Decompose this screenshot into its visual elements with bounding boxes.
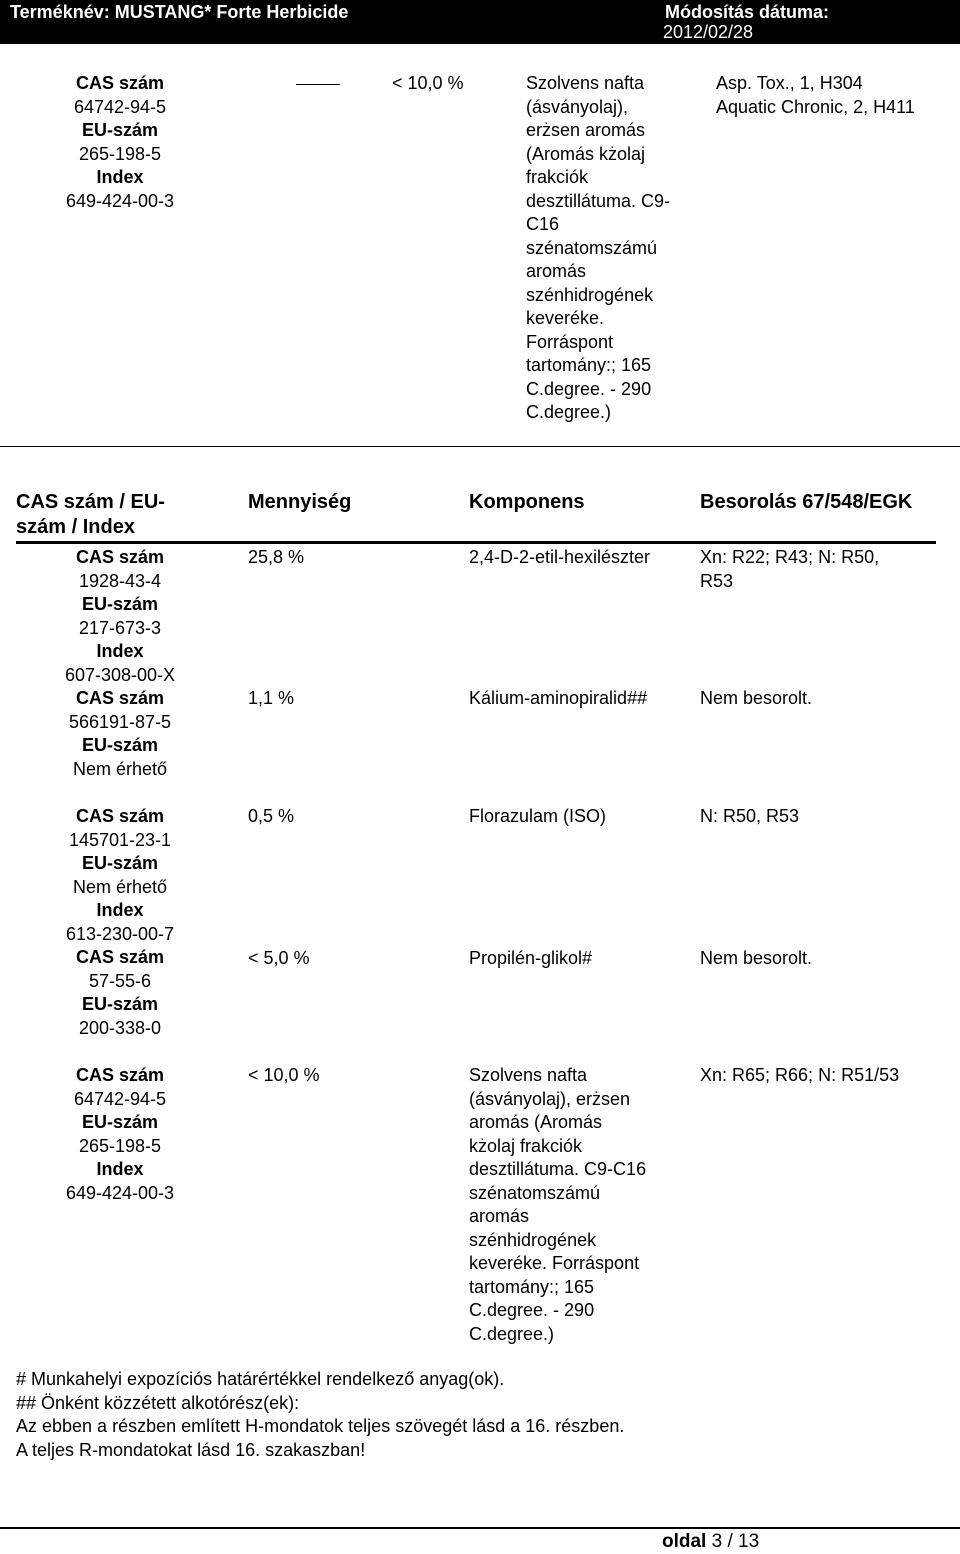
row-component: Kálium-aminopiralid## xyxy=(469,688,648,708)
table-row-identifiers xyxy=(20,805,220,946)
eu-label: EU-szám xyxy=(81,120,159,140)
cas-label: CAS szám xyxy=(75,1065,165,1085)
component-line: szénatomszámú xyxy=(526,237,658,258)
revision-date-label: Módosítás dátuma: xyxy=(665,2,830,22)
cas-value: 566191-87-5 xyxy=(68,711,172,732)
cas-label: CAS szám xyxy=(75,947,165,967)
cas-value: 64742-94-5 xyxy=(73,96,167,117)
row-component xyxy=(469,1064,689,1346)
row-quantity: 0,5 % xyxy=(248,806,295,826)
eu-label: EU-szám xyxy=(81,594,159,614)
page-separator: / xyxy=(727,1531,733,1552)
row-classification: Xn: R65; R66; N: R51/53 xyxy=(700,1065,900,1085)
component-line: C16 xyxy=(526,214,560,234)
table-row-identifiers xyxy=(20,546,220,687)
top-row-quantity: < 10,0 % xyxy=(392,73,464,93)
component-line: szénhidrogének xyxy=(526,284,654,305)
component-line: aromás xyxy=(526,261,587,281)
index-value: 649-424-00-3 xyxy=(65,190,175,211)
page-total: 13 xyxy=(738,1531,760,1552)
component-line: (Aromás kżolaj xyxy=(526,143,646,164)
index-value: 607-308-00-X xyxy=(64,664,176,685)
component-line: tartomány:; 165 xyxy=(526,355,652,375)
dash-separator xyxy=(296,84,340,85)
col-header-identifiers xyxy=(16,490,165,540)
eu-value: 265-198-5 xyxy=(78,1135,162,1156)
component-line: frakciók xyxy=(526,167,589,187)
top-row-classification xyxy=(716,72,956,119)
col-header-quantity: Mennyiség xyxy=(248,491,352,513)
footnote-r-statements: A teljes R-mondatokat lásd 16. szakaszban! xyxy=(16,1439,366,1460)
component-line: aromás (Aromás xyxy=(469,1112,603,1132)
component-line: C.degree.) xyxy=(469,1323,555,1344)
component-line: tartomány:; 165 xyxy=(469,1276,595,1297)
row-component: Florazulam (ISO) xyxy=(469,806,607,826)
footer-rule xyxy=(0,1527,960,1529)
row-quantity: < 10,0 % xyxy=(248,1065,320,1085)
row-quantity: < 5,0 % xyxy=(248,948,310,968)
footnote-h-statements: Az ebben a részben említett H-mondatok teljes szövegét lásd a 16. részben. xyxy=(16,1416,625,1436)
component-line: keveréke. xyxy=(526,308,605,328)
component-line: szénatomszámú xyxy=(469,1182,601,1203)
component-line: (ásványolaj), erżsen xyxy=(469,1088,631,1109)
classification-line: Aquatic Chronic, 2, H411 xyxy=(716,96,915,117)
row-quantity: 25,8 % xyxy=(248,547,305,567)
revision-date-value: 2012/02/28 xyxy=(662,22,754,42)
component-line: (ásványolaj), xyxy=(526,96,629,117)
component-line: Szolvens nafta xyxy=(526,73,645,93)
eu-label: EU-szám xyxy=(81,853,159,873)
col-header-component: Komponens xyxy=(469,491,585,513)
row-quantity: 1,1 % xyxy=(248,688,295,708)
component-line: aromás xyxy=(469,1206,530,1226)
table-row-identifiers xyxy=(20,946,220,1040)
eu-value: 200-338-0 xyxy=(78,1017,162,1038)
top-row-component xyxy=(526,72,706,425)
component-line: szénhidrogének xyxy=(469,1229,597,1250)
cas-value: 145701-23-1 xyxy=(68,829,172,850)
cas-label: CAS szám xyxy=(75,547,165,567)
index-label: Index xyxy=(96,1159,144,1179)
footnote-voluntary: ## Önként közzétett alkotórész(ek): xyxy=(16,1392,300,1413)
index-label: Index xyxy=(96,641,144,661)
classification-line: Asp. Tox., 1, H304 xyxy=(716,73,863,93)
row-classification: Nem besorolt. xyxy=(700,688,813,708)
eu-value: 265-198-5 xyxy=(78,143,162,164)
component-line: keveréke. Forráspont xyxy=(469,1253,640,1273)
classification-line: Xn: R22; R43; N: R50, xyxy=(700,547,880,567)
cas-value: 64742-94-5 xyxy=(73,1088,167,1109)
index-value: 649-424-00-3 xyxy=(65,1182,175,1203)
component-line: desztillátuma. C9-C16 xyxy=(469,1159,647,1179)
table-header-rule xyxy=(16,541,936,544)
cas-label: CAS szám xyxy=(75,73,165,93)
cas-label: CAS szám xyxy=(75,688,165,708)
eu-value: 217-673-3 xyxy=(78,617,162,638)
table-row-identifiers xyxy=(20,1064,220,1205)
component-line: Szolvens nafta xyxy=(469,1065,588,1085)
cas-label: CAS szám xyxy=(75,806,165,826)
table-row-identifiers xyxy=(20,687,220,781)
index-label: Index xyxy=(96,900,144,920)
eu-value: Nem érhető xyxy=(72,876,168,897)
component-line: C.degree. - 290 xyxy=(469,1300,595,1320)
eu-label: EU-szám xyxy=(81,735,159,755)
component-line: erżsen aromás xyxy=(526,120,646,140)
component-line: C.degree.) xyxy=(526,402,612,422)
eu-label: EU-szám xyxy=(81,1112,159,1132)
page-label: oldal xyxy=(662,1531,707,1552)
classification-line: R53 xyxy=(700,570,734,591)
footnote-exposure-limit: # Munkahelyi expozíciós határértékkel rendelkező anyag(ok). xyxy=(16,1369,505,1389)
product-name: Terméknév: MUSTANG* Forte Herbicide xyxy=(10,2,349,22)
top-row-identifiers xyxy=(20,72,220,213)
col-header-identifiers-line2: szám / Index xyxy=(16,516,135,538)
component-line: desztillátuma. C9- xyxy=(526,190,671,211)
footnotes xyxy=(16,1368,624,1462)
col-header-classification: Besorolás 67/548/EGK xyxy=(700,491,913,513)
index-value: 613-230-00-7 xyxy=(65,923,175,944)
row-classification: N: R50, R53 xyxy=(700,806,800,826)
row-component: Propilén-glikol# xyxy=(469,948,593,968)
page-current: 3 xyxy=(711,1531,723,1552)
cas-value: 1928-43-4 xyxy=(78,570,162,591)
component-line: Forráspont xyxy=(526,331,614,352)
row-classification xyxy=(700,546,940,593)
section-divider xyxy=(0,446,960,447)
row-classification: Nem besorolt. xyxy=(700,948,813,968)
col-header-identifiers-line1: CAS szám / EU- xyxy=(16,491,165,513)
component-line: kżolaj frakciók xyxy=(469,1135,583,1156)
document-header xyxy=(0,0,960,44)
row-component: 2,4-D-2-etil-hexilészter xyxy=(469,547,651,567)
component-line: C.degree. - 290 xyxy=(526,378,652,399)
eu-label: EU-szám xyxy=(81,994,159,1014)
eu-value: Nem érhető xyxy=(72,758,168,779)
cas-value: 57-55-6 xyxy=(88,970,152,991)
index-label: Index xyxy=(96,167,144,187)
